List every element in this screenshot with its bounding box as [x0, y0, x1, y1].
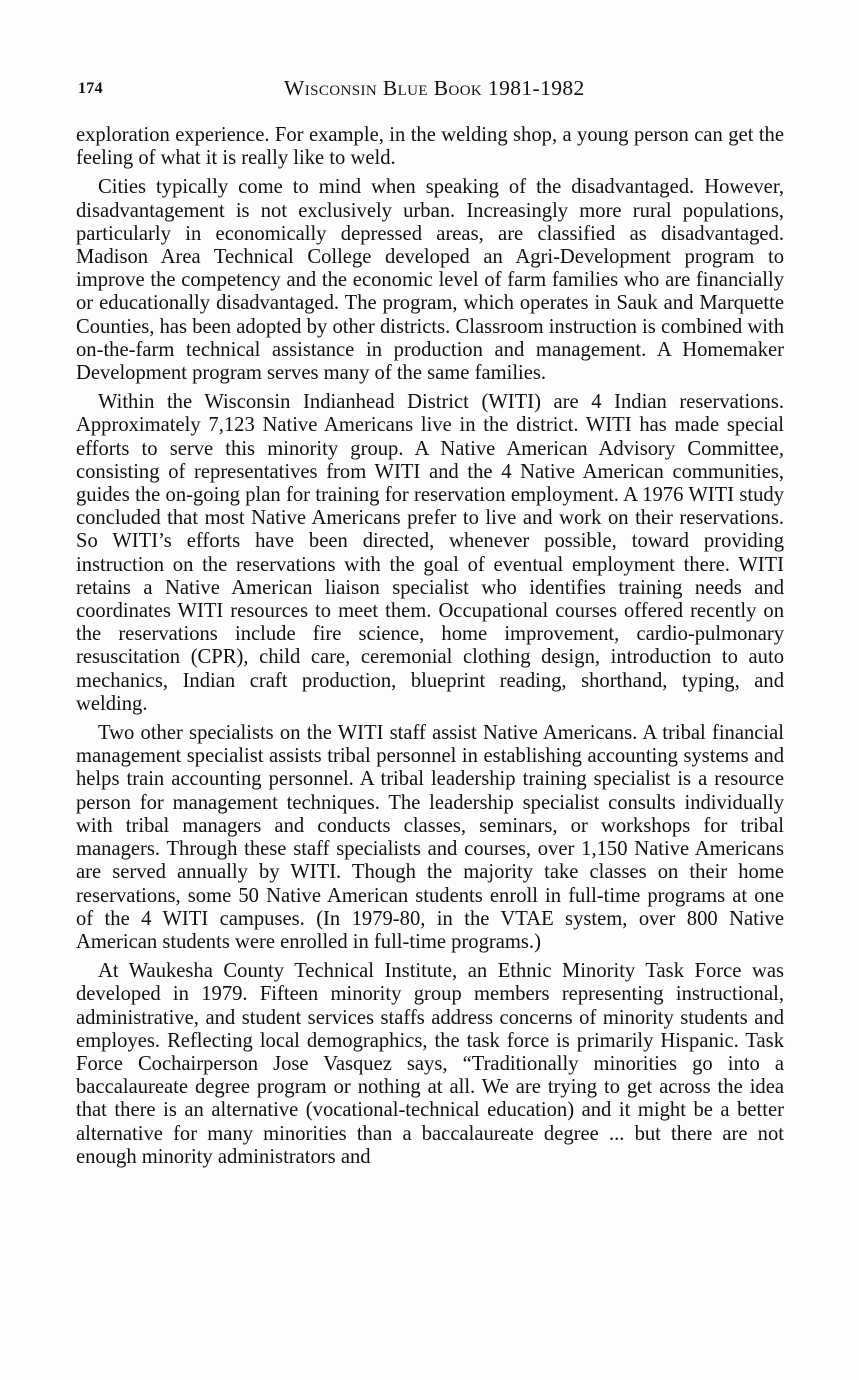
- running-title: Wisconsin Blue Book 1981-1982: [284, 76, 585, 100]
- paragraph-witi-specialists: Two other specialists on the WITI staff assist Native Americans. A tribal financial management specialist assists tribal personnel in establishing accounting systems and helps train accounting personnel. A tribal leadership training specialist is a resource person for management techniques. The leadership specialist consults individually with tribal managers and conducts classes, seminars, or workshops for tribal managers. Through these staff specialists and courses, over 1,150 Native Americans are served annually by WITI. Though the majority take classes on their home reservations, some 50 Native American students enroll in full-time programs at one of the 4 WITI campuses. (In 1979-80, in the VTAE system, over 800 Native American students were enrolled in full-time programs.): [76, 722, 784, 953]
- paragraph-continuation: exploration experience. For example, in the welding shop, a young person can get the feeling of what it is really like to weld.: [76, 124, 784, 170]
- paragraph-witi-reservations: Within the Wisconsin Indianhead District (WITI) are 4 Indian reservations. Approximately 7,123 Native Americans live in the district. WITI has made special efforts to serve this minority group. A Native American Advisory Committee, consisting of representatives from WITI and the 4 Native American communities, guides the on-going plan for training for reservation employment. A 1976 WITI study concluded that most Native Americans prefer to live and work on their reservations. So WITI’s efforts have been directed, whenever possible, toward providing instruction on the reservations with the goal of eventual employment there. WITI retains a Native American liaison specialist who identifies training needs and coordinates WITI resources to meet them. Occupational courses offered recently on the reservations include fire science, home improvement, cardio-pulmonary resuscitation (CPR), child care, ceremonial clothing design, introduction to auto mechanics, Indian craft production, blueprint reading, shorthand, typing, and welding.: [76, 391, 784, 715]
- page-header: [78, 76, 788, 110]
- paragraph-waukesha-task-force: At Waukesha County Technical Institute, an Ethnic Minority Task Force was developed in 1979. Fifteen minority group members representing instructional, administrative, and student services staffs address concerns of minority students and employes. Reflecting local demographics, the task force is primarily Hispanic. Task Force Cochairperson Jose Vasquez says, “Traditionally minorities go into a baccalaureate degree program or nothing at all. We are trying to get across the idea that there is an alternative (vocational-technical education) and it might be a better alternative for many minorities than a baccalaureate degree ... but there are not enough minority administrators and: [76, 960, 784, 1168]
- body-text: [76, 124, 784, 1175]
- page-number: 174: [78, 80, 103, 97]
- paragraph-rural-disadvantaged: Cities typically come to mind when speaking of the disadvantaged. However, disadvantagement is not exclusively urban. Increasingly more rural populations, particularly in economically depressed areas, are classified as disadvantaged. Madison Area Technical College developed an Agri-Development program to improve the competency and the economic level of farm families who are financially or educationally disadvantaged. The program, which operates in Sauk and Marquette Counties, has been adopted by other districts. Classroom instruction is combined with on-the-farm technical assistance in production and management. A Homemaker Development program serves many of the same families.: [76, 176, 784, 385]
